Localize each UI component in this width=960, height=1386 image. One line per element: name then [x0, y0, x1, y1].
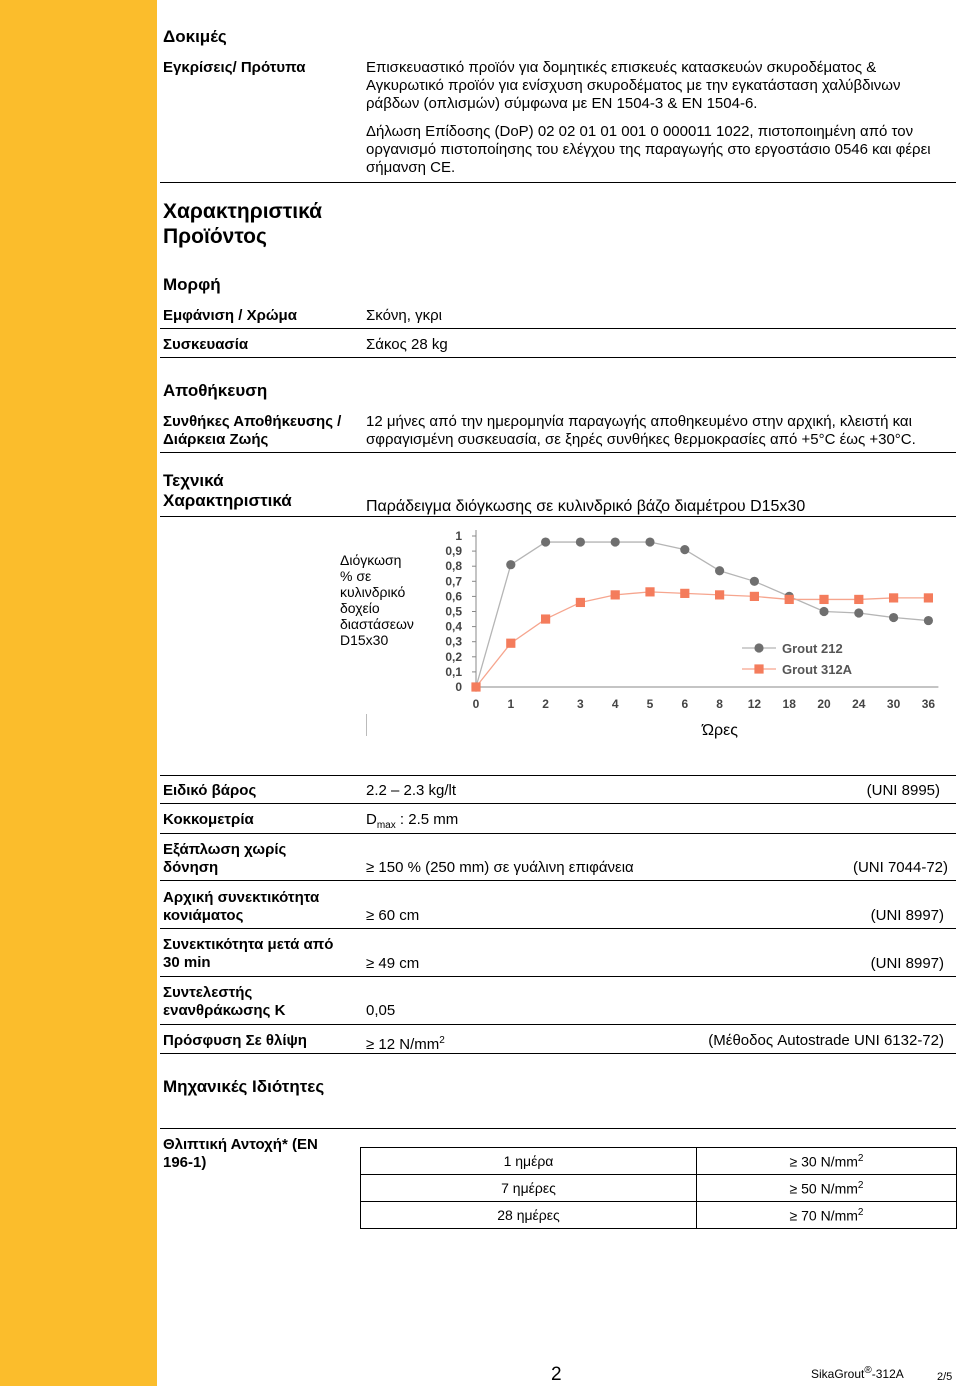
chart-x-tick-label: 30 [886, 697, 901, 711]
consistency-30min-value: ≥ 49 cm [366, 955, 420, 972]
storage-label: Συνθήκες Αποθήκευσης / Διάρκεια Ζωής [163, 413, 342, 448]
strength-cell: ≥ 70 $N/mm^2$ [697, 1202, 957, 1229]
chart-x-tick-label: 5 [646, 697, 654, 711]
chart-y-tick-label: 0,4 [445, 619, 462, 634]
chart-y-tick-label: 0,1 [445, 664, 462, 679]
section-mechanical-heading: Μηχανικές Ιδιότητες [163, 1077, 325, 1096]
chart-x-tick-label: 8 [716, 697, 723, 711]
legend-label-grout-312a: Grout 312A [782, 662, 853, 677]
chart-x-tick-label: 0 [472, 697, 480, 711]
consistency-30min-label: Συνεκτικότητα μετά από 30 min [163, 936, 334, 971]
chart-x-tick-label: 1 [507, 697, 515, 711]
granulometry-label: Κοκκομετρία [163, 811, 254, 828]
density-label: Ειδικό βάρος [163, 782, 257, 799]
initial-consistency-standard: (UNI 8997) [870, 907, 944, 924]
data-point-grout-312a [785, 595, 794, 604]
adhesion-standard: (Μέθοδος Autostrade UNI 6132-72) [708, 1032, 944, 1049]
section-product-characteristics-heading: Χαρακτηριστικά Προϊόντος [163, 200, 323, 248]
chart-x-tick-label: 3 [577, 697, 584, 711]
spread-value: ≥ 150 % (250 mm) σε γυάλινη επιφάνεια [366, 859, 634, 876]
data-point-grout-212 [506, 560, 515, 569]
chart-y-tick-label: 1 [455, 529, 462, 543]
chart-series [471, 537, 933, 691]
data-point-grout-212 [645, 537, 654, 546]
data-point-grout-312a [576, 598, 585, 607]
data-point-grout-212 [541, 537, 550, 546]
chart-x-tick-label: 24 [852, 697, 866, 711]
chart-x-ticks [473, 697, 936, 711]
appearance-label: Εμφάνιση / Χρώμα [163, 307, 297, 324]
footer-product-name: SikaGrout®-312A [811, 1365, 904, 1381]
chart-x-axis-label: Ώρες [702, 722, 738, 739]
storage-value: 12 μήνες από την ημερομηνία παραγωγής αποθηκευμένο στην αρχική, κλειστή και σφραγισμένη συσκευασία, σε ξηρές συνθήκες θερμοκρασίες από +5°C έως +30°C. [366, 413, 916, 448]
section-tests-heading: Δοκιμές [163, 27, 227, 46]
data-point-grout-312a [889, 593, 898, 602]
divider [160, 452, 956, 453]
divider [160, 976, 956, 977]
chart-y-tick-label: 0,9 [445, 544, 462, 559]
adhesion-value: ≥ 12 $N/mm^2$ [366, 1035, 445, 1053]
initial-consistency-value: ≥ 60 cm [366, 907, 420, 924]
data-point-grout-312a [819, 595, 828, 604]
data-point-grout-312a [924, 593, 933, 602]
divider [160, 328, 956, 329]
section-technical-heading: Τεχνικά Χαρακτηριστικά [163, 471, 292, 510]
page-number: 2 [551, 1364, 562, 1385]
data-point-grout-212 [611, 537, 620, 546]
data-point-grout-312a [645, 587, 654, 596]
compressive-strength-table [360, 1147, 957, 1229]
chart-x-tick-label: 12 [747, 697, 762, 711]
divider [160, 1053, 956, 1054]
data-point-grout-312a [854, 595, 863, 604]
chart-y-tick-label: 0,5 [445, 604, 462, 619]
initial-consistency-label: Αρχική συνεκτικότητα κονιάματος [163, 889, 320, 924]
legend-marker-grout-312a [754, 664, 763, 673]
sidebar-accent [0, 0, 157, 1386]
section-form-heading: Μορφή [163, 275, 221, 294]
legend-label-grout-212: Grout 212 [782, 641, 843, 656]
series-line-grout-312a [476, 592, 928, 687]
data-point-grout-312a [506, 639, 515, 648]
approvals-label: Εγκρίσεις/ Πρότυπα [163, 59, 306, 76]
chart-x-tick-label: 20 [817, 697, 831, 711]
divider [160, 775, 956, 776]
chart-legend [742, 641, 853, 677]
divider [160, 833, 956, 834]
approvals-text-1: Επισκευαστικό προϊόν για δομητικές επισκευές κατασκευών σκυροδέματος & Αγκυρωτικό προϊόν για ενίσχυση σκυροδέματος με την εγκατάσταση χαλύβδινων ράβδων (οπλισμών) σύμφωνα με EN 1504-3 & EN 1504-6. [366, 59, 901, 112]
divider [160, 1128, 956, 1129]
data-point-grout-312a [750, 592, 759, 601]
divider [160, 880, 956, 881]
chart-y-tick-label: 0,8 [445, 559, 462, 574]
chart-grid [472, 530, 938, 687]
granulometry-value: $D_{max}$ : 2.5 mm [366, 811, 459, 831]
packaging-value: Σάκος 28 kg [366, 336, 448, 353]
data-point-grout-212 [715, 566, 724, 575]
divider [160, 803, 956, 804]
carbonation-value: 0,05 [366, 1002, 396, 1019]
chart-y-ticks [445, 529, 462, 694]
data-point-grout-312a [541, 614, 550, 623]
chart-y-axis-label: Διόγκωση % σε κυλινδρικό δοχείο διαστάσεων D15x30 [340, 552, 414, 648]
period-cell: 28 ημέρες [361, 1202, 697, 1229]
data-point-grout-212 [854, 608, 863, 617]
chart-x-tick-label: 18 [782, 697, 796, 711]
data-point-grout-312a [611, 590, 620, 599]
divider [160, 182, 956, 183]
compressive-strength-label: Θλιπτική Αντοχή* (EN 196-1) [163, 1136, 318, 1171]
data-point-grout-212 [750, 577, 759, 586]
packaging-label: Συσκευασία [163, 336, 249, 353]
data-point-grout-312a [680, 589, 689, 598]
chart-frame-tick [366, 714, 367, 736]
period-cell: 7 ημέρες [361, 1175, 697, 1202]
chart-y-tick-label: 0 [455, 680, 462, 694]
data-point-grout-212 [924, 616, 933, 625]
density-standard: (UNI 8995) [866, 782, 940, 799]
table-row [361, 1202, 957, 1229]
data-point-grout-212 [819, 607, 828, 616]
chart-x-tick-label: 6 [681, 697, 689, 711]
chart-x-tick-label: 36 [921, 697, 936, 711]
data-point-grout-212 [889, 613, 898, 622]
appearance-value: Σκόνη, γκρι [366, 307, 442, 324]
chart-x-tick-label: 4 [611, 697, 619, 711]
adhesion-label: Πρόσφυση Σε θλίψη [163, 1032, 307, 1049]
spread-standard: (UNI 7044-72) [852, 859, 948, 876]
chart-y-tick-label: 0,6 [445, 589, 462, 604]
expansion-chart [420, 522, 950, 720]
chart-y-tick-label: 0,7 [445, 574, 462, 589]
section-storage-heading: Αποθήκευση [163, 381, 268, 400]
legend-marker-grout-212 [754, 643, 763, 652]
strength-cell: ≥ 30 $N/mm^2$ [697, 1148, 957, 1175]
approvals-text-2: Δήλωση Επίδοσης (DoP) 02 02 01 01 001 0 000011 1022, πιστοποιημένη από τον οργανισμό πιστοποίησης του ελέγχου της παραγωγής στο εργοστάσιο 0546 και φέρει σήμανση CE. [366, 123, 931, 176]
chart-y-tick-label: 0,3 [445, 634, 462, 649]
period-cell: 1 ημέρα [361, 1148, 697, 1175]
divider [160, 1024, 956, 1025]
density-value: 2.2 – 2.3 kg/lt [366, 782, 457, 799]
divider [160, 928, 956, 929]
table-row [361, 1175, 957, 1202]
data-point-grout-212 [576, 537, 585, 546]
chart-y-tick-label: 0,2 [445, 649, 462, 664]
spread-label: Εξάπλωση χωρίς δόνηση [163, 841, 287, 876]
consistency-30min-standard: (UNI 8997) [870, 955, 944, 972]
footer-page-of: 2/5 [937, 1371, 953, 1383]
carbonation-label: Συντελεστής ενανθράκωσης K [163, 984, 286, 1019]
chart-x-tick-label: 2 [542, 697, 549, 711]
divider [160, 516, 956, 517]
strength-cell: ≥ 50 $N/mm^2$ [697, 1175, 957, 1202]
chart-title: Παράδειγμα διόγκωσης σε κυλινδρικό βάζο διαμέτρου D15x30 [366, 498, 806, 515]
table-row [361, 1148, 957, 1175]
data-point-grout-312a [471, 682, 480, 691]
data-point-grout-212 [680, 545, 689, 554]
data-point-grout-312a [715, 590, 724, 599]
divider [160, 357, 956, 358]
